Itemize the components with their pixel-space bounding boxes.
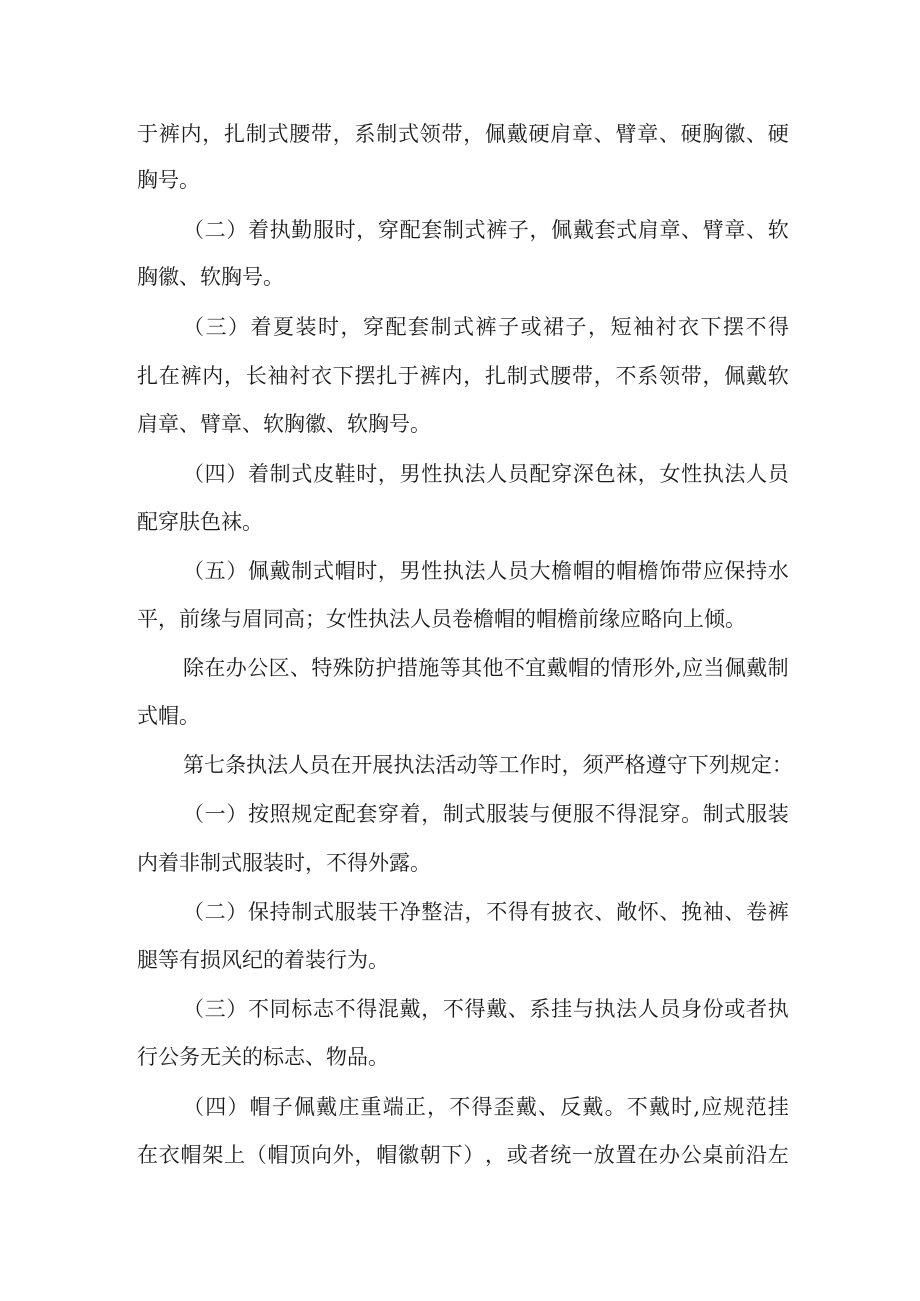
text-line: （ 四 ） 着 制 式 皮 鞋 时 ， 男 性 执 法 人 员 配 穿 深 色 袜 ， 女 性 执 法 人 员 — [183, 462, 789, 486]
text-line: （ 二 ） 着 执 勤 服 时 ， 穿 配 套 制 式 裤 子 ， 佩 戴 套 式 肩 章 、 臂 章 、 软 — [183, 218, 789, 242]
text-line: 平，前缘与眉同高；女性执法人员卷檐帽的帽檐前缘应略向上倾。 — [137, 607, 746, 631]
text-line: 胸徽、软胸号。 — [137, 265, 284, 289]
text-line: 除 在 办 公 区 、 特 殊 防 护 措 施 等 其 他 不 宜 戴 帽 的 情 形 外 , 应 当 佩 戴 制 — [183, 656, 789, 680]
text-line: （ 一 ） 按 照 规 定 配 套 穿 着 ， 制 式 服 装 与 便 服 不 得 混 穿 。 制 式 服 装 — [183, 802, 789, 826]
text-line: （ 五 ） 佩 戴 制 式 帽 时 ， 男 性 执 法 人 员 大 檐 帽 的 帽 檐 饰 带 应 保 持 水 — [183, 559, 789, 583]
text-line: （ 四 ） 帽 子 佩 戴 庄 重 端 正 ， 不 得 歪 戴 、 反 戴 。 不 戴 时 , 应 规 范 挂 — [183, 1095, 789, 1119]
text-line: 配穿肤色袜。 — [137, 510, 263, 534]
text-line: 胸号。 — [137, 168, 200, 192]
text-line: 在 衣 帽 架 上 （ 帽 顶 向 外 ， 帽 徽 朝 下 ） ， 或 者 统 一 放 置 在 办 公 桌 前 沿 左 — [137, 1143, 789, 1167]
text-line: （ 二 ） 保 持 制 式 服 装 干 净 整 洁 ， 不 得 有 披 衣 、 敞 怀 、 挽 袖 、 卷 裤 — [183, 900, 789, 924]
text-line: 内着非制式服装时，不得外露。 — [137, 851, 431, 875]
text-line: 于 裤 内 ， 扎 制 式 腰 带 ， 系 制 式 领 带 ， 佩 戴 硬 肩 章 、 臂 章 、 硬 胸 徽 、 硬 — [137, 122, 789, 146]
text-line: 肩章、臂章、软胸徽、软胸号。 — [137, 412, 431, 436]
text-line: （ 三 ） 不 同 标 志 不 得 混 戴 ， 不 得 戴 、 系 挂 与 执 法 人 员 身 份 或 者 执 — [183, 997, 789, 1021]
text-line: 腿等有损风纪的着装行为。 — [137, 948, 389, 972]
text-line: 行公务无关的标志、物品。 — [137, 1045, 389, 1069]
text-line: 式帽。 — [137, 704, 200, 728]
text-line: 扎 在 裤 内 ， 长 袖 衬 衣 下 摆 扎 于 裤 内 ， 扎 制 式 腰 带 ， 不 系 领 带 ， 佩 戴 软 — [137, 364, 789, 388]
text-line: （ 三 ） 着 夏 装 时 ， 穿 配 套 制 式 裤 子 或 裙 子 ， 短 袖 衬 衣 下 摆 不 得 — [183, 315, 789, 339]
text-line: 第 七 条 执 法 人 员 在 开 展 执 法 活 动 等 工 作 时 ， 须 严 格 遵 守 下 列 规 定 ： — [183, 753, 793, 777]
